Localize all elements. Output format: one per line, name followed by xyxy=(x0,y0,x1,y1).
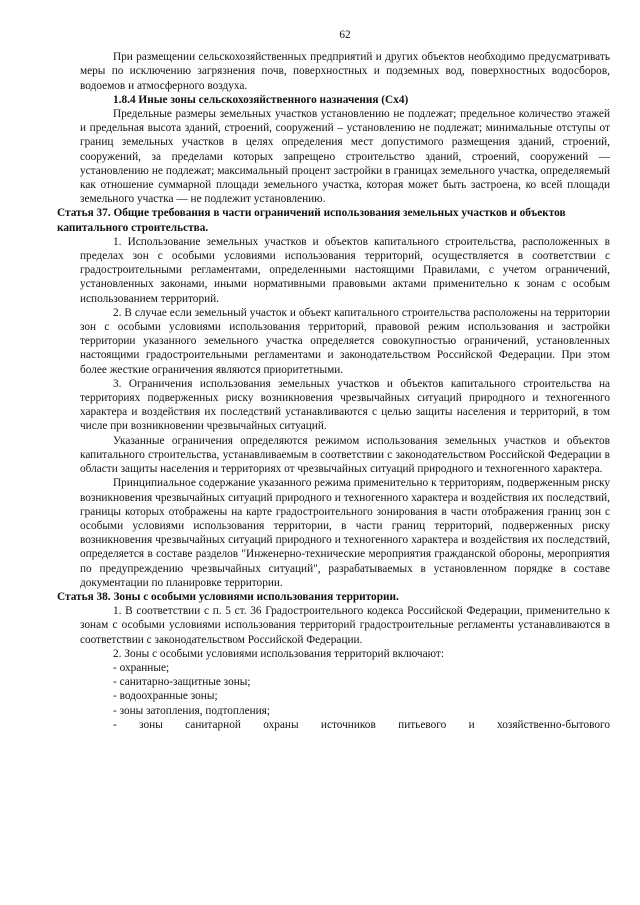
paragraph-37-1: 1. Использование земельных участков и объектов капитального строительства, расположенных в пределах зон с особыми условиями использования территорий, осуществляется в соответствии с градостроительными регламентами, определенными настоящими Правилами, с учетом ограничений, установленных законами, иными нормативными правовыми актами применительно к зонам с особым использованием территорий. xyxy=(80,235,610,305)
paragraph-38-2: 2. Зоны с особыми условиями использования территорий включают: xyxy=(113,647,444,660)
section-heading-1-8-4: 1.8.4 Иные зоны сельскохозяйственного назначения (Сх4) xyxy=(113,93,409,106)
paragraph-intro: При размещении сельскохозяйственных предприятий и других объектов необходимо предусматривать меры по исключению загрязнения почв, поверхностных и подземных вод, поверхностных водосборов, водоемов и атмосферного воздуха. xyxy=(80,51,610,92)
article-38-heading: Статья 38. Зоны с особыми условиями использования территории. xyxy=(57,590,399,603)
page-number: 62 xyxy=(339,29,351,41)
article-37-heading: Статья 37. Общие требования в части ограничений использования земельных участков и объектов капитального строительства. xyxy=(57,207,566,234)
list-item: - зоны затопления, подтопления; xyxy=(113,704,271,717)
paragraph-regime: Принципиальное содержание указанного режима применительно к территориям, подверженным риску возникновения чрезвычайных ситуаций природного и техногенного характера и воздействия их последствий, границы которых отображены на карте градостроительного зонирования в части отображения границ зон с особыми условиями использования территории, в части границ территорий, подверженных риску возникновения чрезвычайных ситуаций природного и техногенного характера и воздействия их последствий, определяется в составе разделов "Инженерно-технические мероприятия гражданской обороны, мероприятия по предупреждению чрезвычайных ситуаций", разрабатываемых в установленном порядке в составе документации по планировке территории. xyxy=(80,477,610,589)
paragraph-limits: Предельные размеры земельных участков установлению не подлежат; предельное количество этажей и предельная высота зданий, строений, сооружений – установлению не подлежат; минимальные отступы от границ земельных участков в целях определения мест допустимого размещения зданий, строений, сооружений, за пределами которых запрещено строительство зданий, строений, сооружений — установлению не подлежат; максимальный процент застройки в границах земельного участка, определяемый как отношение суммарной площади земельного участка, которая может быть застроена, ко всей площади земельного участка — не подлежит установлению. xyxy=(80,108,610,206)
document-page xyxy=(57,28,610,732)
list-item: - охранные; xyxy=(113,661,170,674)
paragraph-37-2: 2. В случае если земельный участок и объект капитального строительства расположены на территории зон с особыми условиями использования территорий, правовой режим использования и застройки территории указанного земельного участка определяется совокупностью ограничений, установленных настоящими градостроительными регламентами и законодательством Российской Федерации. При этом более жесткие ограничения являются приоритетными. xyxy=(80,306,610,376)
list-item: - санитарно-защитные зоны; xyxy=(113,676,251,689)
list-item: - водоохранные зоны; xyxy=(113,690,218,703)
paragraph-37-3: 3. Ограничения использования земельных участков и объектов капитального строительства на территориях подверженных риску возникновения чрезвычайных ситуаций природного и техногенного характера и воздействия их последствий устанавливаются с целью защиты населения и территорий, в том числе при возникновении чрезвычайных ситуаций. xyxy=(80,377,610,433)
paragraph-restrictions: Указанные ограничения определяются режимом использования земельных участков и объектов капитального строительства, устанавливаемым в соответствии с законодательством Российской Федерации в области защиты населения и территорияx от чрезвычайных ситуаций природного и техногенного характера. xyxy=(80,434,610,476)
list-item: - зоны санитарной охраны источников питьевого и хозяйственно-бытового xyxy=(113,718,610,731)
paragraph-38-1: 1. В соответствии с п. 5 ст. 36 Градостроительного кодекса Российской Федерации, применительно к зонам с особыми условиями использования территорий градостроительные регламенты устанавливаются в соответствии с законодательством Российской Федерации. xyxy=(80,605,610,646)
